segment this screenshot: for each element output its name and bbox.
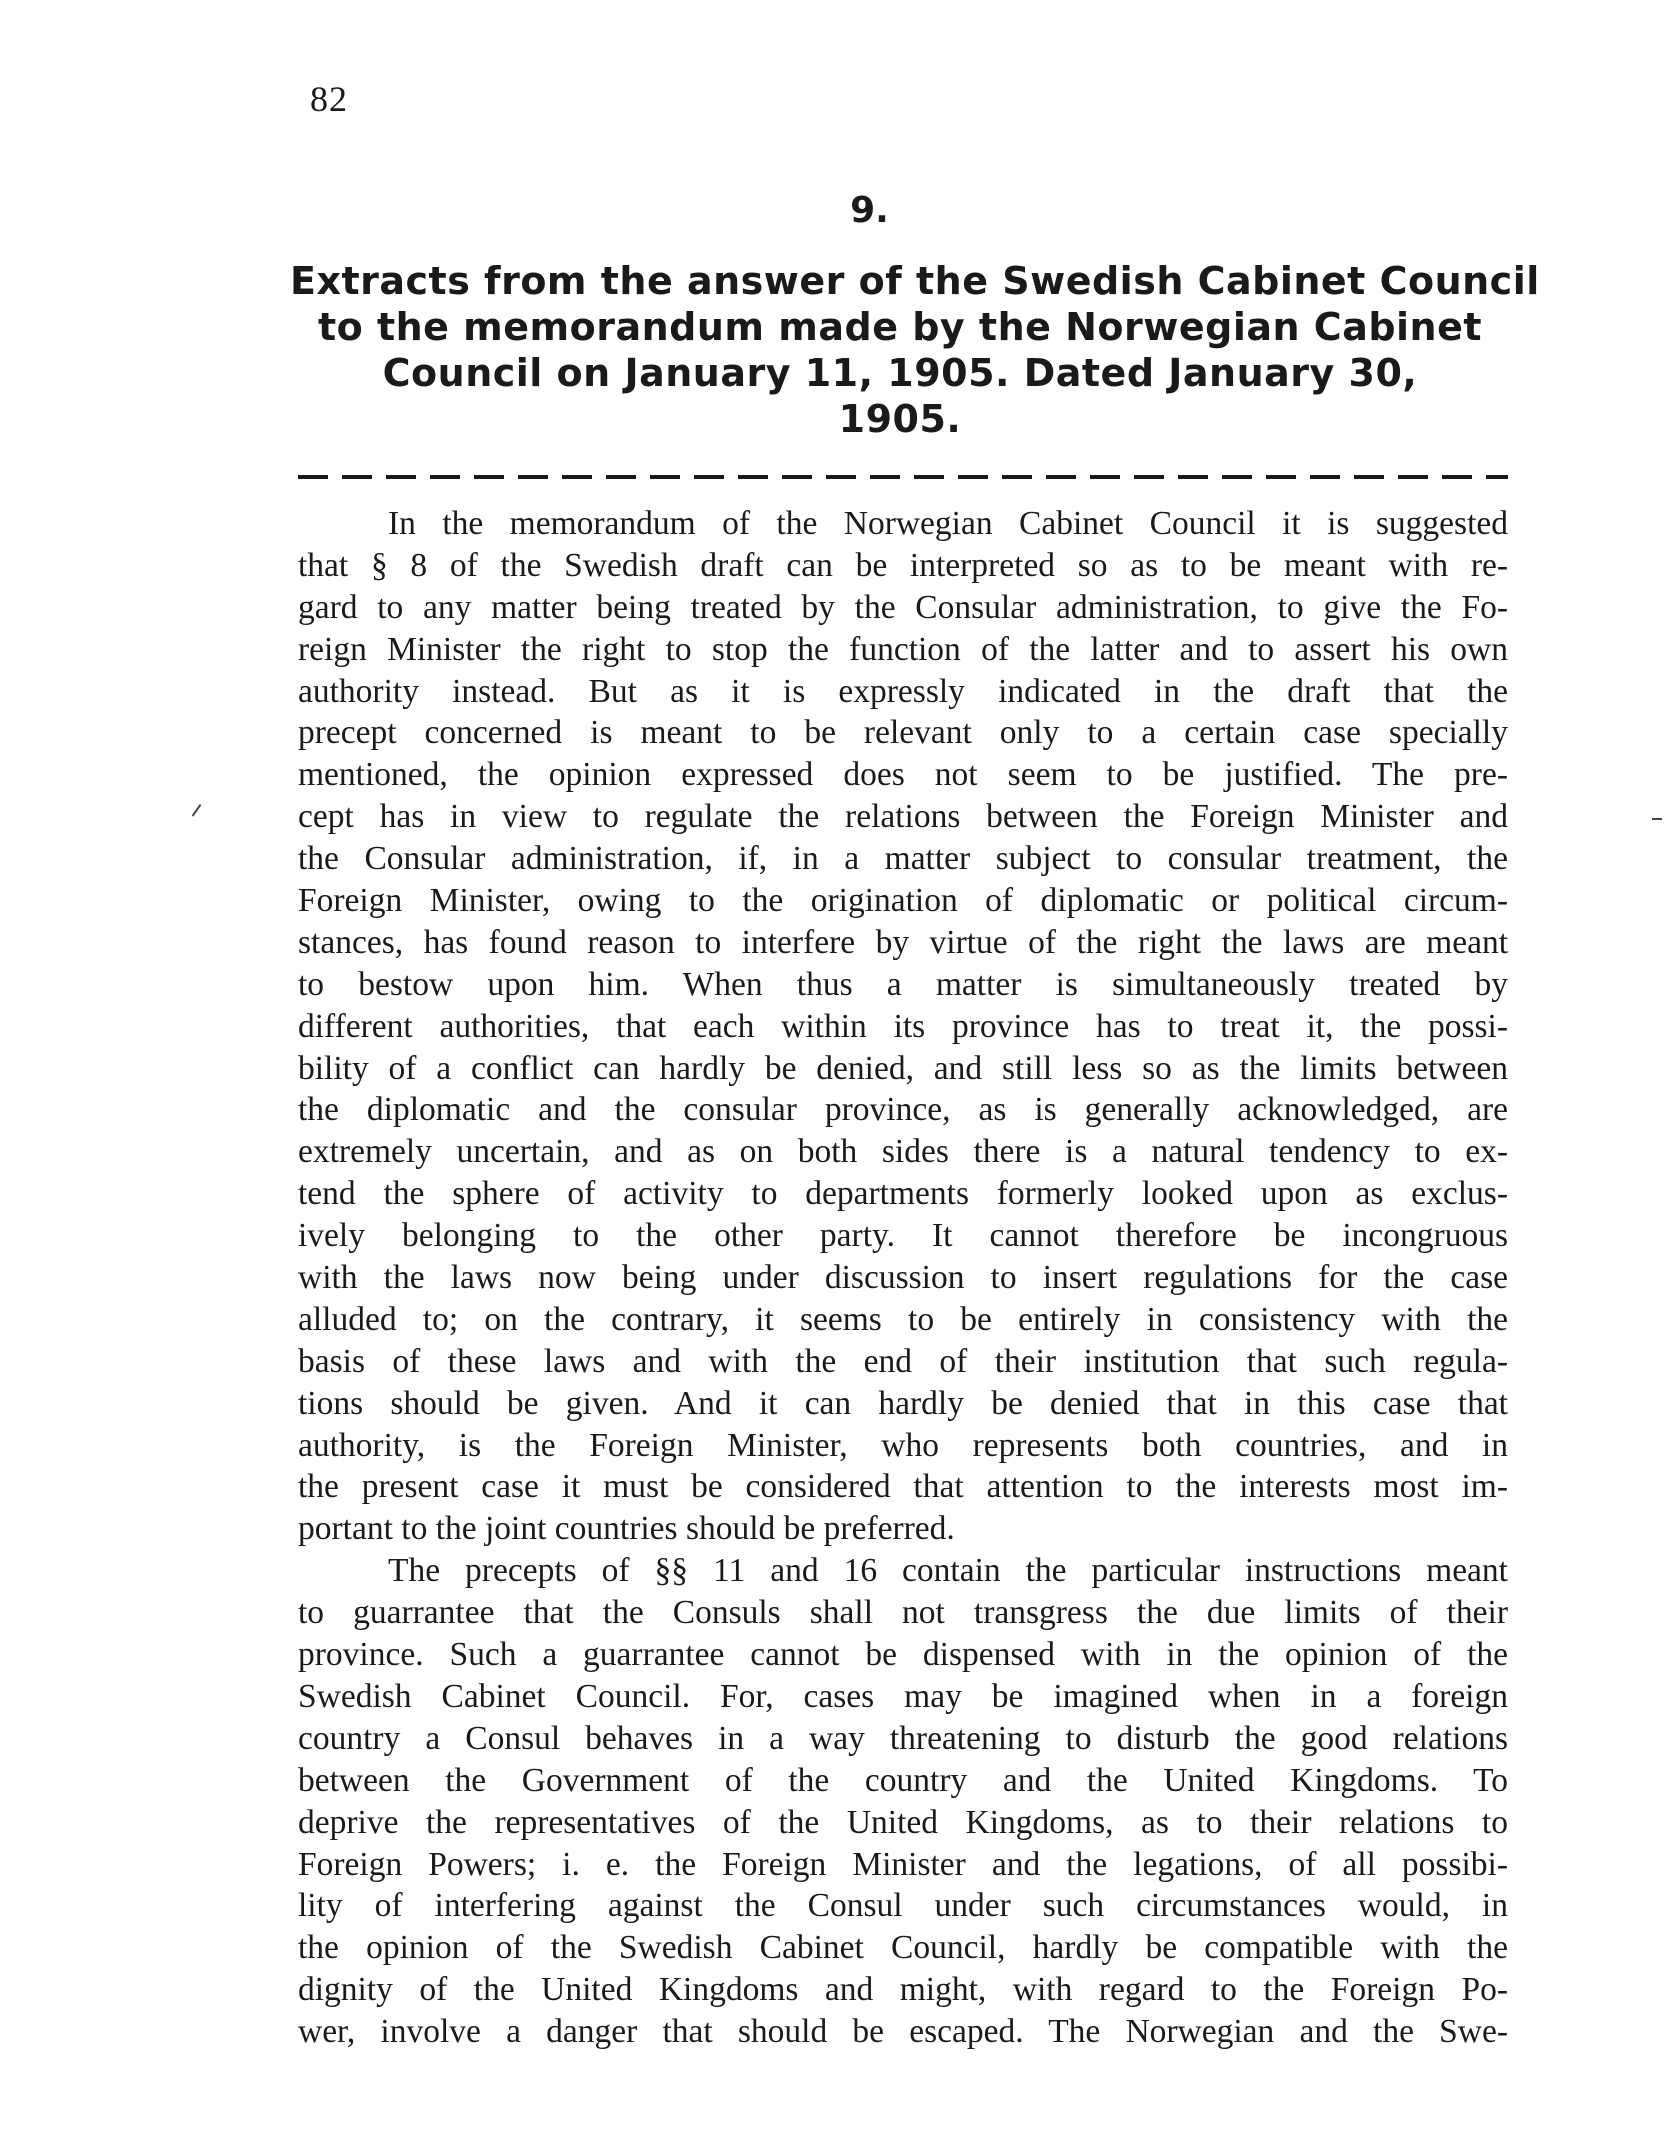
body-line: reign Minister the right to stop the function of the latter and to assert his own bbox=[298, 630, 1508, 668]
body-line: with the laws now being under discussion to insert regulations for the case bbox=[298, 1259, 1508, 1297]
document-title bbox=[290, 258, 1540, 442]
title-line: 1905. bbox=[838, 397, 962, 441]
body-line: gard to any matter being treated by the Consular administration, to give the Fo- bbox=[298, 588, 1508, 626]
page-number: 82 bbox=[310, 79, 348, 119]
body-line: to bestow upon him. When thus a matter is simultaneously treated by bbox=[298, 965, 1508, 1003]
body-line: mentioned, the opinion expressed does not seem to be justified. The pre- bbox=[298, 756, 1508, 794]
body-line: Foreign Minister, owing to the origination of diplomatic or political circum- bbox=[298, 882, 1508, 920]
body-line: the Consular administration, if, in a matter subject to consular treatment, the bbox=[298, 840, 1508, 878]
body-line: that § 8 of the Swedish draft can be interpreted so as to be meant with re- bbox=[298, 546, 1508, 584]
body-line: authority instead. But as it is expressly indicated in the draft that the bbox=[298, 672, 1508, 710]
body-line: the present case it must be considered that attention to the interests most im- bbox=[298, 1468, 1508, 1506]
body-line: wer, involve a danger that should be escaped. The Norwegian and the Swe- bbox=[298, 2013, 1508, 2051]
title-line: Council on January 11, 1905. Dated January 30, bbox=[382, 351, 1418, 395]
body-line: Swedish Cabinet Council. For, cases may be imagined when in a foreign bbox=[298, 1677, 1508, 1715]
body-line: stances, has found reason to interfere by virtue of the right the laws are meant bbox=[298, 923, 1508, 961]
body-line: country a Consul behaves in a way threatening to disturb the good relations bbox=[298, 1719, 1508, 1757]
body-line: to guarrantee that the Consuls shall not transgress the due limits of their bbox=[298, 1594, 1508, 1632]
body-line: deprive the representatives of the United Kingdoms, as to their relations to bbox=[298, 1803, 1508, 1841]
section-number: 9. bbox=[850, 190, 889, 231]
body-line: province. Such a guarrantee cannot be dispensed with in the opinion of the bbox=[298, 1636, 1508, 1674]
body-line: the opinion of the Swedish Cabinet Council, hardly be compatible with the bbox=[298, 1929, 1508, 1967]
body-line: the diplomatic and the consular province, as is generally acknowledged, are bbox=[298, 1091, 1508, 1129]
body-line: lity of interfering against the Consul under such circumstances would, in bbox=[298, 1887, 1508, 1925]
body-line: Foreign Powers; i. e. the Foreign Minister and the legations, of all possibi- bbox=[298, 1845, 1508, 1883]
title-line: to the memorandum made by the Norwegian Cabinet bbox=[317, 305, 1483, 349]
body-line: tend the sphere of activity to departments formerly looked upon as exclus- bbox=[298, 1175, 1508, 1213]
body-line: cept has in view to regulate the relations between the Foreign Minister and bbox=[298, 798, 1508, 836]
body-line: bility of a conflict can hardly be denied, and still less so as the limits between bbox=[298, 1049, 1508, 1087]
body-line: authority, is the Foreign Minister, who represents both countries, and in bbox=[298, 1426, 1508, 1464]
body-text bbox=[298, 503, 1508, 2053]
body-line: The precepts of §§ 11 and 16 contain the particular instructions meant bbox=[388, 1552, 1508, 1590]
title-line: Extracts from the answer of the Swedish Cabinet Council bbox=[290, 259, 1540, 303]
margin-stray-dash bbox=[1652, 818, 1662, 820]
body-line: between the Government of the country and the United Kingdoms. To bbox=[298, 1761, 1508, 1799]
body-line: ively belonging to the other party. It cannot therefore be incongruous bbox=[298, 1217, 1508, 1255]
body-line: In the memorandum of the Norwegian Cabinet Council it is suggested bbox=[388, 505, 1508, 542]
body-line: dignity of the United Kingdoms and might, with regard to the Foreign Po- bbox=[298, 1971, 1508, 2009]
body-line: portant to the joint countries should be preferred. bbox=[298, 1510, 955, 1548]
body-line: alluded to; on the contrary, it seems to be entirely in consistency with the bbox=[298, 1300, 1508, 1338]
dashed-separator bbox=[298, 475, 1508, 479]
body-line: extremely uncertain, and as on both sides there is a natural tendency to ex- bbox=[298, 1133, 1508, 1171]
body-line: precept concerned is meant to be relevant only to a certain case specially bbox=[298, 714, 1508, 752]
body-line: tions should be given. And it can hardly be denied that in this case that bbox=[298, 1384, 1508, 1422]
margin-stray-mark bbox=[192, 804, 207, 820]
body-line: different authorities, that each within its province has to treat it, the possi- bbox=[298, 1007, 1508, 1045]
body-line: basis of these laws and with the end of their institution that such regula- bbox=[298, 1342, 1508, 1380]
